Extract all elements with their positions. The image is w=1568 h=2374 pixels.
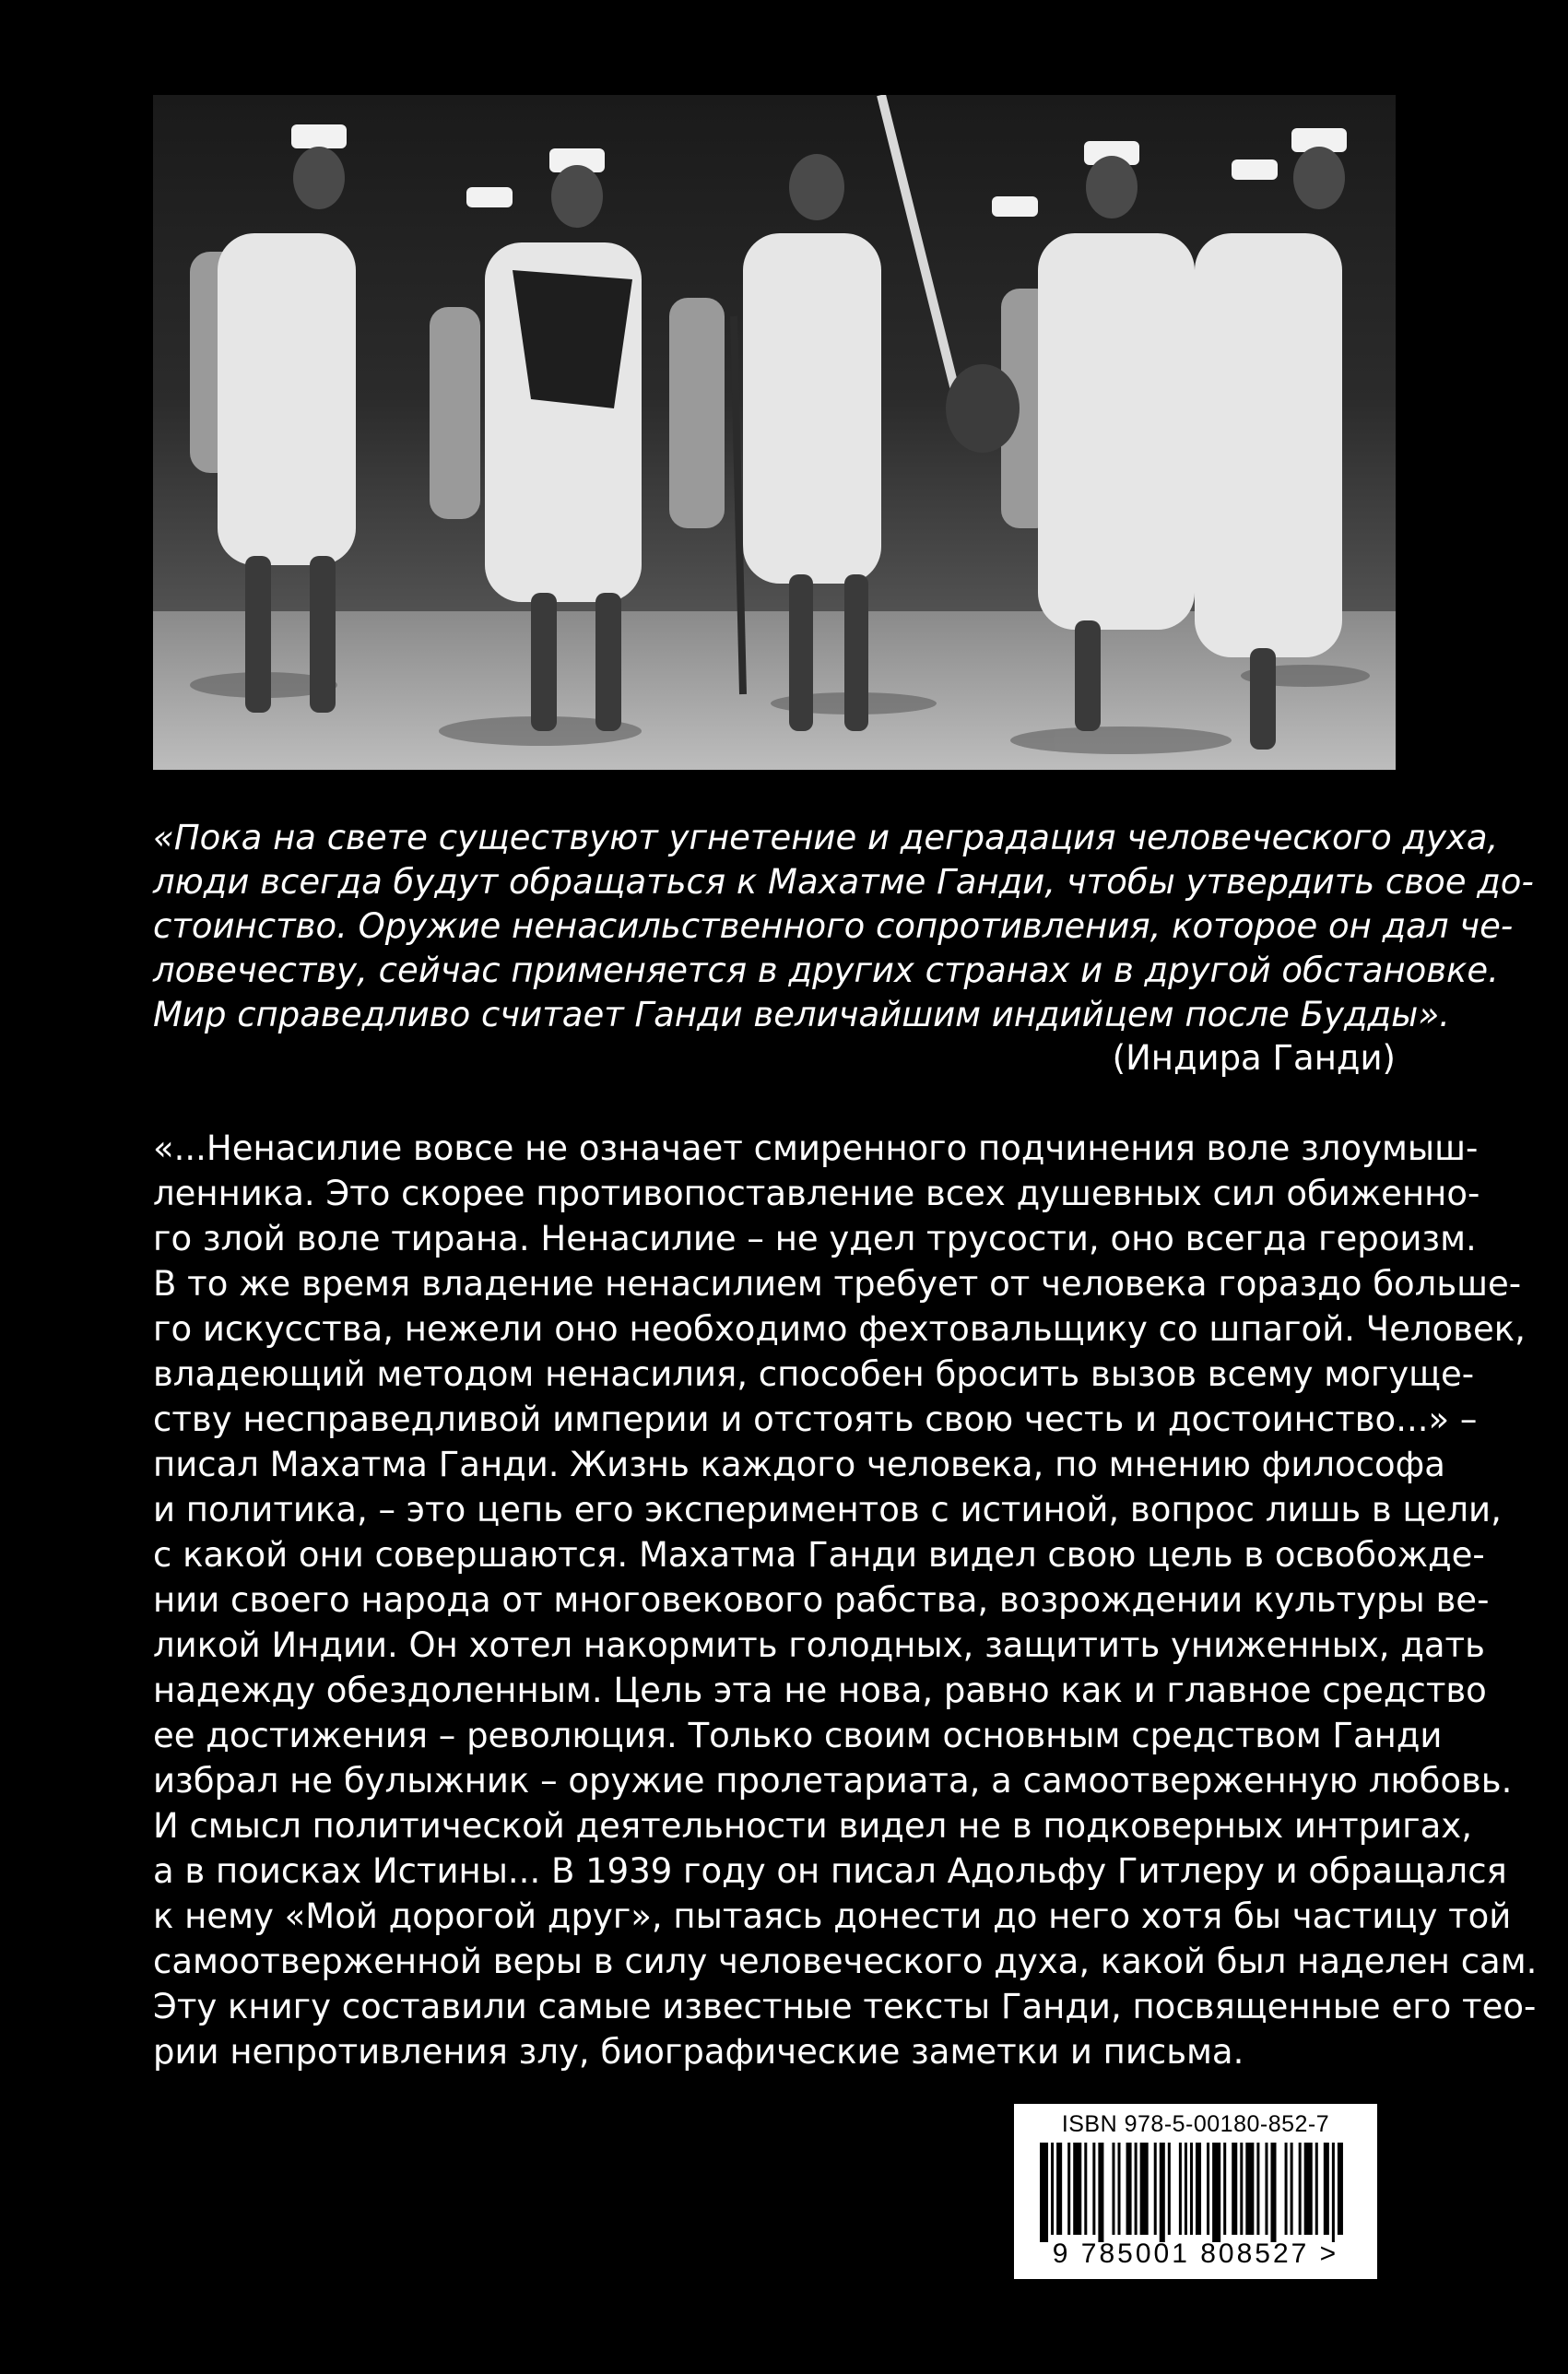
barcode-bar <box>1185 2143 1187 2235</box>
barcode-bar <box>1160 2143 1165 2242</box>
barcode-bar <box>1092 2143 1095 2235</box>
barcode-bar <box>1299 2143 1302 2235</box>
barcode-bar <box>1051 2143 1054 2235</box>
body-line: а в поисках Истины... В 1939 году он писал Адольфу Гитлеру и обращался <box>153 1851 1507 1891</box>
quote-line: «Пока на свете существуют угнетение и деградация человеческого духа, <box>153 818 1499 857</box>
barcode-bar <box>1168 2143 1171 2235</box>
body-line: И смысл политической деятельности видел не в подковерных интригах, <box>153 1806 1472 1846</box>
barcode-bar <box>1190 2143 1193 2235</box>
indira-gandhi-quote <box>153 816 1534 1037</box>
barcode-bar <box>1118 2143 1121 2235</box>
quote-line: стоинство. Оружие ненасильственного сопротивления, которое он дал че- <box>153 906 1514 946</box>
barcode-bar <box>1126 2143 1132 2235</box>
barcode-bar <box>1084 2143 1087 2235</box>
barcode-bar <box>1332 2143 1335 2242</box>
barcode-bar <box>1338 2143 1343 2235</box>
barcode-bar <box>1256 2143 1259 2235</box>
barcode-bar <box>1140 2143 1149 2235</box>
quote-line: ловечеству, сейчас применяется в других странах и в другой обстановке. <box>153 951 1499 990</box>
book-description <box>153 1126 1538 2074</box>
body-line: надежду обездоленным. Цель эта не нова, равно как и главное средство <box>153 1671 1487 1710</box>
barcode-bar <box>1285 2143 1288 2235</box>
quote-line: Мир справедливо считает Ганди величайшим индийцем после Будды». <box>153 995 1450 1034</box>
barcode-bar <box>1324 2143 1329 2235</box>
cover-photo <box>153 95 1396 770</box>
barcode-bar <box>1265 2143 1267 2235</box>
barcode-bar <box>1223 2143 1226 2235</box>
body-line: Эту книгу составили самые известные тексты Ганди, посвященные его тео- <box>153 1987 1537 2026</box>
barcode-bar <box>1067 2143 1070 2235</box>
barcode-bars <box>1040 2143 1351 2242</box>
barcode-bar <box>1112 2143 1114 2235</box>
body-line: владеющий методом ненасилия, способен бросить вызов всему могуще- <box>153 1354 1475 1394</box>
body-line: ству несправедливой империи и отстоять свою честь и достоинство...» – <box>153 1400 1478 1439</box>
quote-attribution: (Индира Ганди) <box>1112 1038 1396 1078</box>
barcode-bar <box>1245 2143 1254 2235</box>
body-line: ликой Индии. Он хотел накормить голодных, защитить униженных, дать <box>153 1625 1485 1665</box>
barcode-bar <box>1098 2143 1103 2242</box>
barcode-bar <box>1135 2143 1138 2235</box>
barcode-bar <box>1240 2143 1243 2235</box>
body-line: нии своего народа от многовекового рабства, возрождении культуры ве- <box>153 1580 1490 1620</box>
body-line: самоотверженной веры в силу человеческого духа, какой был наделен сам. <box>153 1942 1538 1981</box>
isbn-label: ISBN 978-5-00180-852-7 <box>1061 2111 1330 2137</box>
barcode-bar <box>1196 2143 1201 2235</box>
body-line: избрал не булыжник – оружие пролетариата, а самоотверженную любовь. <box>153 1761 1513 1801</box>
barcode-bar <box>1073 2143 1081 2235</box>
barcode-bar <box>1154 2143 1157 2235</box>
barcode-bar <box>1270 2143 1276 2242</box>
barcode-bar <box>1212 2143 1220 2242</box>
body-line: В то же время владение ненасилием требует от человека гораздо большe- <box>153 1264 1522 1304</box>
isbn-barcode <box>1014 2104 1377 2279</box>
body-line: го искусства, нежели оно необходимо фехтовальщику со шпагой. Человек, <box>153 1309 1526 1349</box>
body-line: рии непротивления злу, биографические заметки и письма. <box>153 2032 1244 2072</box>
body-line: «...Ненасилие вовсе не означает смиренного подчинения воле злоумыш- <box>153 1128 1479 1168</box>
barcode-bar <box>1315 2143 1318 2235</box>
barcode-bar <box>1040 2143 1048 2242</box>
barcode-bar <box>1207 2143 1209 2235</box>
barcode-bar <box>1232 2143 1237 2235</box>
body-line: и политика, – это цепь его экспериментов с истиной, вопрос лишь в цели, <box>153 1490 1502 1530</box>
body-line: ленника. Это скорее противопоставление всех душевных сил обиженно- <box>153 1174 1480 1213</box>
body-line: ее достижения – революция. Только своим основным средством Ганди <box>153 1716 1443 1755</box>
quote-line: люди всегда будут обращаться к Махатме Ганди, чтобы утвердить свое до- <box>153 862 1534 902</box>
body-line: писал Махатма Ганди. Жизнь каждого человека, по мнению философа <box>153 1445 1445 1484</box>
salt-march-photo <box>153 95 1396 770</box>
body-line: го злой воле тирана. Ненасилие – не удел трусости, оно всегда героизм. <box>153 1219 1477 1258</box>
barcode-bar <box>1179 2143 1182 2235</box>
barcode-digits: 9 785001 808527 > <box>1052 2238 1339 2269</box>
barcode-bar <box>1304 2143 1313 2235</box>
barcode-bar <box>1291 2143 1293 2235</box>
body-line: к нему «Мой дорогой друг», пытаясь донести до него хотя бы частицу той <box>153 1896 1512 1936</box>
barcode-bar <box>1056 2143 1062 2235</box>
body-line: с какой они совершаются. Махатма Ганди видел свою цель в освобожде- <box>153 1535 1485 1575</box>
